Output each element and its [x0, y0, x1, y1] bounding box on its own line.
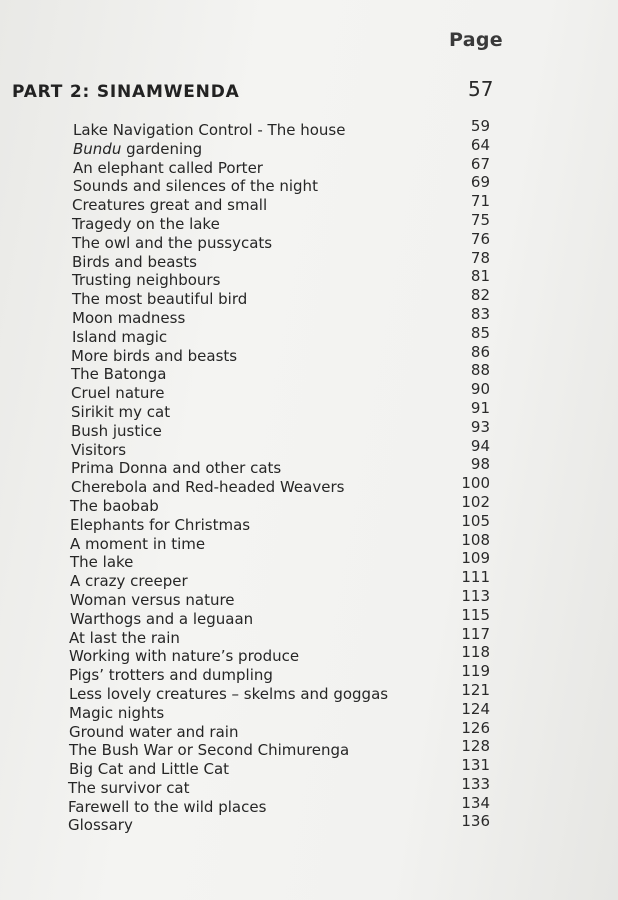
toc-entry-title: Warthogs and a leguaan — [70, 609, 254, 628]
toc-entry-page: 108 — [461, 530, 490, 549]
toc-entry-title: Bush justice — [71, 421, 162, 440]
toc-entry-title — [73, 140, 202, 159]
toc-entry — [0, 549, 618, 572]
toc-entry — [0, 380, 618, 403]
toc-entry-title: The most beautiful bird — [72, 290, 248, 309]
toc-entry-title: An elephant called Porter — [73, 158, 263, 177]
toc-entry-page: 78 — [470, 248, 490, 267]
toc-entry-title: Cherebola and Red-headed Weavers — [71, 478, 345, 497]
toc-entry — [0, 699, 618, 723]
toc-entry — [0, 756, 618, 779]
toc-entry — [0, 210, 618, 234]
toc-entry — [0, 192, 618, 215]
toc-entry — [0, 455, 618, 478]
toc-entry — [0, 248, 618, 272]
toc-entry-title: Glossary — [68, 816, 133, 835]
toc-entry — [0, 117, 618, 140]
toc-entry-page: 90 — [470, 380, 490, 399]
toc-entry-title-italic: Bundu — [73, 139, 122, 158]
toc-entry-title: Sounds and silences of the night — [73, 177, 318, 196]
toc-entry-title: Prima Donna and other cats — [71, 459, 282, 478]
toc-entry-page: 71 — [470, 192, 490, 211]
toc-entry — [0, 718, 618, 742]
toc-entry — [0, 492, 618, 516]
toc-entry-page: 85 — [470, 323, 490, 342]
toc-entry — [0, 286, 618, 309]
toc-entry-page: 118 — [461, 643, 490, 662]
table-of-contents — [0, 117, 618, 835]
toc-entry — [0, 605, 618, 629]
toc-entry-title: Lake Navigation Control - The house — [73, 121, 346, 139]
toc-entry-page: 88 — [470, 361, 490, 380]
page-column-heading: Page — [449, 29, 503, 51]
toc-entry-page: 105 — [461, 511, 490, 530]
toc-entry-title: The owl and the pussycats — [72, 233, 273, 252]
toc-entry-page: 117 — [461, 624, 490, 643]
toc-entry — [0, 511, 618, 535]
toc-entry-page: 131 — [461, 756, 490, 775]
toc-entry-page: 69 — [470, 173, 490, 192]
toc-entry-title-rest: gardening — [121, 139, 203, 158]
toc-entry — [0, 342, 618, 366]
toc-entry — [0, 680, 618, 704]
toc-entry — [0, 323, 618, 347]
toc-entry-page: 76 — [470, 229, 490, 248]
toc-entry-page: 100 — [461, 474, 490, 493]
toc-entry — [0, 643, 618, 666]
toc-entry — [0, 624, 618, 648]
toc-entry-title: Trusting neighbours — [72, 271, 221, 290]
toc-entry — [0, 173, 618, 196]
toc-entry — [0, 229, 618, 253]
toc-entry-title: A crazy creeper — [70, 572, 188, 591]
toc-entry-title: Big Cat and Little Cat — [69, 760, 230, 779]
toc-entry-page: 64 — [470, 135, 490, 154]
toc-entry — [0, 154, 618, 178]
toc-entry-page: 121 — [461, 680, 490, 699]
toc-entry — [0, 530, 618, 554]
toc-entry — [0, 568, 618, 591]
toc-entry-page: 134 — [461, 793, 490, 812]
toc-entry-page: 115 — [461, 605, 490, 624]
toc-entry-page: 91 — [470, 398, 490, 417]
toc-entry-page: 83 — [470, 304, 490, 323]
toc-entry-page: 133 — [461, 774, 490, 793]
toc-entry-page: 94 — [470, 436, 490, 455]
toc-entry-page: 136 — [461, 812, 490, 831]
toc-entry-page: 98 — [470, 455, 490, 474]
toc-entry-page: 81 — [470, 267, 490, 286]
toc-entry-title: Pigs’ trotters and dumpling — [69, 666, 273, 685]
toc-entry-page: 67 — [470, 154, 490, 173]
toc-entry — [0, 398, 618, 422]
toc-entry — [0, 662, 618, 685]
toc-entry-title: The Batonga — [71, 365, 167, 384]
part-title: PART 2: SINAMWENDA — [12, 82, 240, 102]
toc-entry-title: The Bush War or Second Chimurenga — [69, 741, 350, 760]
toc-entry-title: Creatures great and small — [72, 196, 268, 215]
toc-entry — [0, 774, 618, 798]
toc-entry-page: 124 — [461, 699, 490, 718]
toc-entry-page: 113 — [461, 586, 490, 605]
toc-entry — [0, 737, 618, 760]
toc-entry-page: 128 — [461, 737, 490, 756]
toc-entry-title: Cruel nature — [71, 384, 165, 403]
toc-entry-title: Farewell to the wild places — [68, 797, 267, 816]
toc-entry — [0, 436, 618, 460]
toc-entry-page: 59 — [470, 117, 490, 135]
part-page-number: 57 — [468, 77, 494, 101]
toc-entry-page: 126 — [461, 718, 490, 737]
toc-entry-page: 82 — [470, 286, 490, 305]
toc-entry-page: 119 — [461, 662, 490, 681]
toc-entry — [0, 812, 618, 835]
toc-entry-page: 111 — [461, 568, 490, 587]
toc-entry-title: Less lovely creatures – skelms and goggas — [69, 684, 389, 703]
toc-entry-page: 102 — [461, 492, 490, 511]
toc-entry-page: 75 — [470, 210, 490, 229]
toc-entry-title: Working with nature’s produce — [69, 647, 300, 666]
toc-entry-title: Tragedy on the lake — [72, 214, 220, 233]
toc-entry-title: Woman versus nature — [70, 590, 235, 609]
toc-entry-title: The survivor cat — [68, 778, 190, 797]
toc-entry-title: More birds and beasts — [71, 346, 238, 365]
toc-entry — [0, 586, 618, 610]
toc-entry — [0, 304, 618, 328]
toc-entry-title: The lake — [70, 553, 134, 572]
toc-entry-title: A moment in time — [70, 534, 206, 553]
toc-entry-title: Magic nights — [69, 703, 165, 722]
toc-entry — [0, 135, 618, 159]
toc-entry — [0, 361, 618, 384]
toc-entry — [0, 417, 618, 441]
toc-entry-title: Birds and beasts — [72, 252, 197, 271]
toc-entry — [0, 474, 618, 497]
toc-entry-title: The baobab — [70, 496, 159, 515]
toc-entry-title: Ground water and rain — [69, 722, 239, 741]
toc-entry-page: 109 — [461, 549, 490, 568]
toc-entry-page: 86 — [470, 342, 490, 361]
toc-entry-title: Island magic — [72, 327, 168, 346]
toc-entry-title: At last the rain — [69, 628, 180, 647]
toc-entry-title: Sirikit my cat — [71, 402, 171, 421]
toc-entry-title: Elephants for Christmas — [70, 515, 251, 534]
toc-entry — [0, 267, 618, 290]
toc-entry-title: Moon madness — [72, 308, 186, 327]
toc-entry-title: Visitors — [71, 440, 127, 459]
toc-entry-page: 93 — [470, 417, 490, 436]
toc-entry — [0, 793, 618, 817]
